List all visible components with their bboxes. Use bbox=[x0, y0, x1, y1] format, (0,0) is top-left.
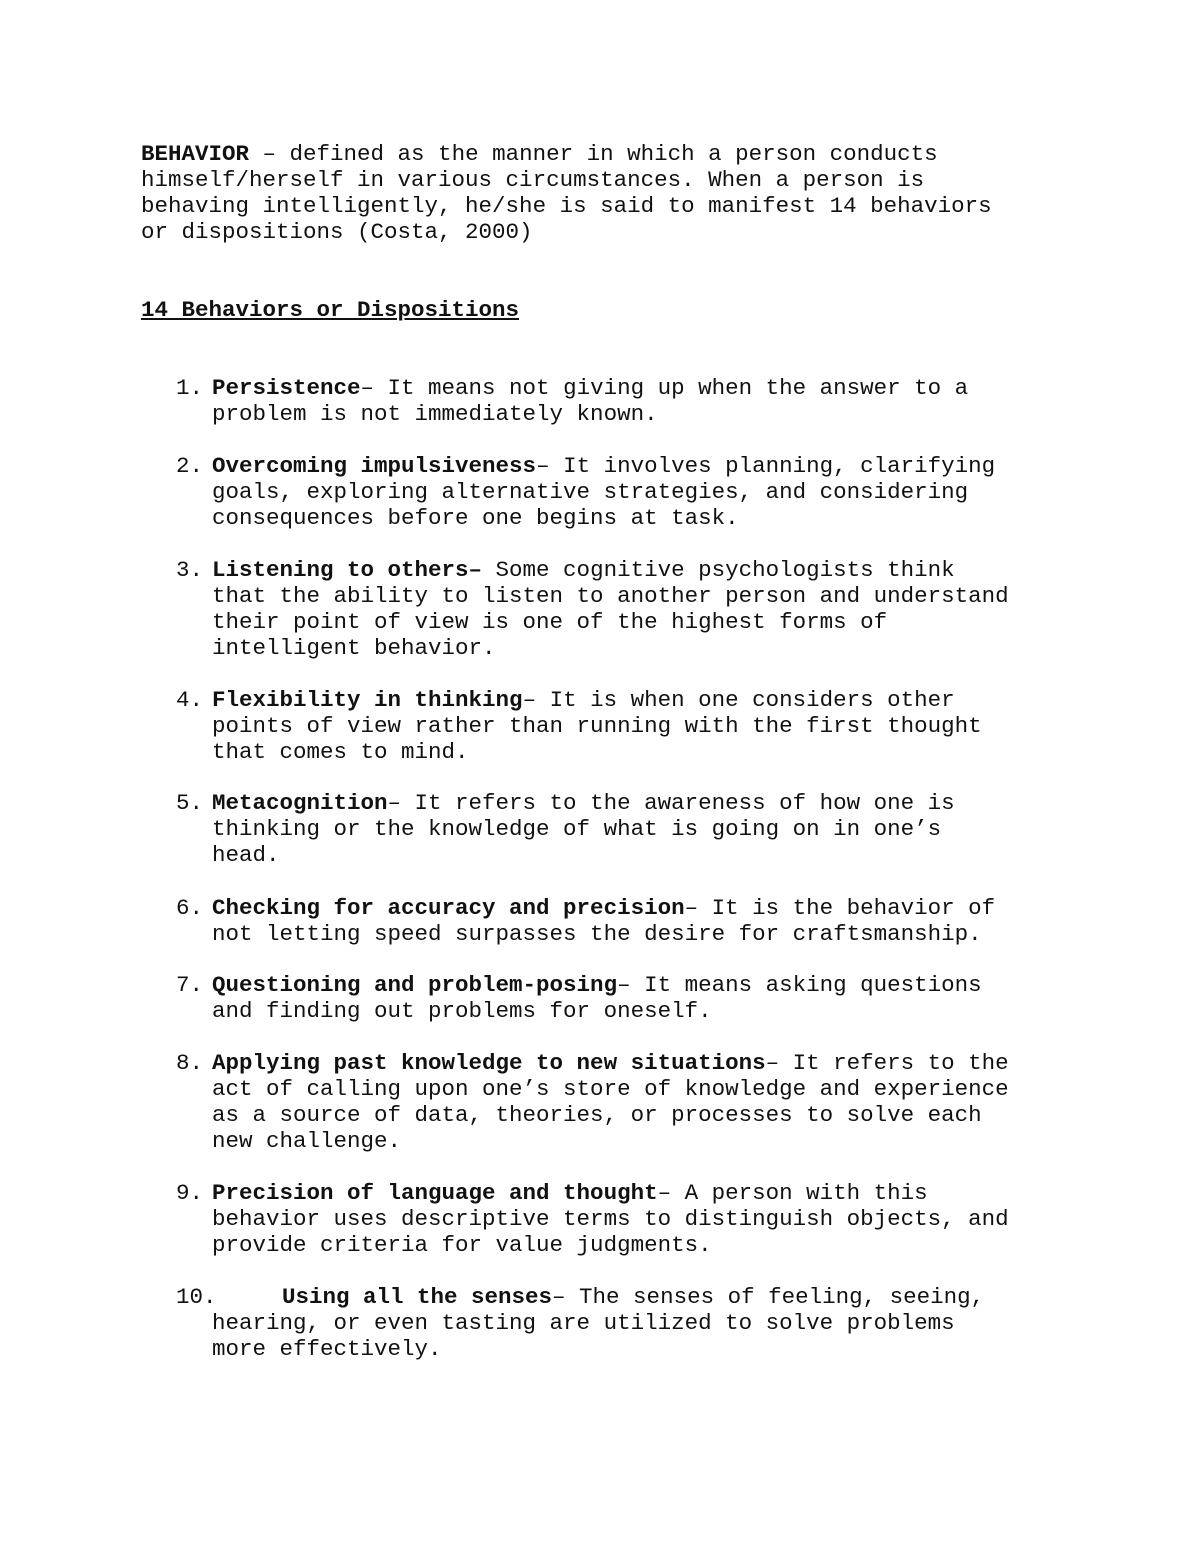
item-text-line: thinking or the knowledge of what is going on in one’s bbox=[212, 816, 942, 842]
item-text-first: Some cognitive psychologists think bbox=[482, 557, 955, 583]
item-text-line: goals, exploring alternative strategies, and considering bbox=[212, 479, 969, 505]
item-text-line: act of calling upon one’s store of knowledge and experience bbox=[212, 1076, 1009, 1102]
item-term: Flexibility in thinking bbox=[212, 687, 523, 713]
item-text-first: – It means asking questions bbox=[617, 972, 982, 998]
intro-term: BEHAVIOR bbox=[141, 141, 250, 167]
item-text-line: not letting speed surpasses the desire for craftsmanship. bbox=[212, 921, 982, 947]
item-text-first: – The senses of feeling, seeing, bbox=[552, 1284, 985, 1310]
item-term: Metacognition bbox=[212, 790, 388, 816]
intro-line-2: himself/herself in various circumstances. When a person is bbox=[141, 167, 925, 193]
item-text-line: points of view rather than running with the first thought bbox=[212, 713, 982, 739]
item-text-line: head. bbox=[212, 842, 280, 868]
item-term: Questioning and problem-posing bbox=[212, 972, 618, 998]
item-text-line: their point of view is one of the highest forms of bbox=[212, 609, 888, 635]
item-text-line: that the ability to listen to another person and understand bbox=[212, 583, 1009, 609]
item-text-line: new challenge. bbox=[212, 1128, 402, 1154]
item-term: Precision of language and thought bbox=[212, 1180, 658, 1206]
item-body bbox=[212, 1050, 1072, 1154]
section-heading: 14 Behaviors or Dispositions bbox=[141, 297, 520, 323]
item-text-first: – It involves planning, clarifying bbox=[536, 453, 996, 479]
item-number: 7. bbox=[176, 972, 204, 998]
item-number: 9. bbox=[176, 1180, 204, 1206]
item-text-first: – It means not giving up when the answer to a bbox=[360, 375, 969, 401]
item-term: Persistence bbox=[212, 375, 361, 401]
item-body bbox=[212, 453, 1072, 531]
item-number: 1. bbox=[176, 375, 204, 401]
item-text-line: intelligent behavior. bbox=[212, 635, 496, 661]
item-text-first: – It is the behavior of bbox=[684, 895, 996, 921]
item-text-line: provide criteria for value judgments. bbox=[212, 1232, 712, 1258]
item-text-line: as a source of data, theories, or processes to solve each bbox=[212, 1102, 982, 1128]
item-text-line: consequences before one begins at task. bbox=[212, 505, 739, 531]
item-body bbox=[212, 1284, 1072, 1362]
item-text-line: problem is not immediately known. bbox=[212, 401, 658, 427]
item-number: 6. bbox=[176, 895, 204, 921]
item-body bbox=[212, 1180, 1072, 1258]
item-text-line: more effectively. bbox=[212, 1336, 442, 1362]
intro-line-1: – defined as the manner in which a person conducts bbox=[249, 141, 938, 167]
item-number: 4. bbox=[176, 687, 204, 713]
item-term: Overcoming impulsiveness bbox=[212, 453, 537, 479]
item-text-line: that comes to mind. bbox=[212, 739, 469, 765]
item-text-line: behavior uses descriptive terms to distinguish objects, and bbox=[212, 1206, 1009, 1232]
item-number: 10. bbox=[176, 1284, 217, 1310]
item-term: Using all the senses bbox=[282, 1284, 553, 1310]
item-body bbox=[212, 895, 1072, 947]
item-text-first: – It refers to the awareness of how one is bbox=[387, 790, 955, 816]
item-number: 8. bbox=[176, 1050, 204, 1076]
item-body bbox=[212, 375, 1072, 427]
item-text-line: hearing, or even tasting are utilized to solve problems bbox=[212, 1310, 955, 1336]
item-term: Applying past knowledge to new situations bbox=[212, 1050, 766, 1076]
intro-line-3: behaving intelligently, he/she is said to manifest 14 behaviors bbox=[141, 193, 992, 219]
item-term: Listening to others– bbox=[212, 557, 483, 583]
item-term: Checking for accuracy and precision bbox=[212, 895, 685, 921]
item-text-first: – It is when one considers other bbox=[522, 687, 955, 713]
item-body bbox=[212, 790, 1072, 868]
item-number: 5. bbox=[176, 790, 204, 816]
item-text-first: – It refers to the bbox=[765, 1050, 1009, 1076]
item-text-line: and finding out problems for oneself. bbox=[212, 998, 712, 1024]
item-number: 3. bbox=[176, 557, 204, 583]
item-number: 2. bbox=[176, 453, 204, 479]
intro-line-4: or dispositions (Costa, 2000) bbox=[141, 219, 533, 245]
item-body bbox=[212, 557, 1072, 661]
item-text-first: – A person with this bbox=[657, 1180, 928, 1206]
item-body bbox=[212, 687, 1072, 765]
item-body bbox=[212, 972, 1072, 1024]
